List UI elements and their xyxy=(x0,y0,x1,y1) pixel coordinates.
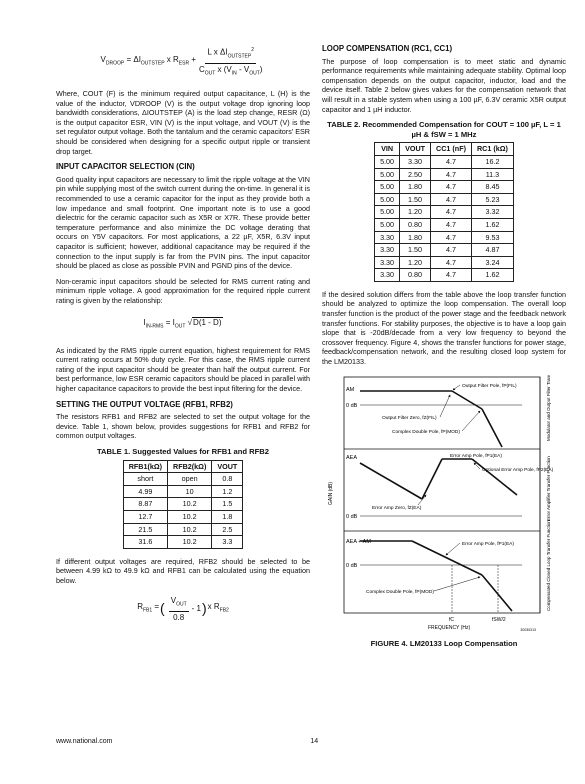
table2-header: VIN xyxy=(375,143,400,156)
table-cell: 4.7 xyxy=(431,256,472,269)
ea-slope1 xyxy=(360,463,422,499)
table-cell: 3.3 xyxy=(212,536,243,549)
transfer-function-paragraph: If the desired solution differs from the table above the loop transfer function should be analyzed to optimize the loop compensation. The overall loop transfer function is the product of the power stage and the feedback network transfer functions. For stability purposes, the objective is to have a loop gain slope that is -20dB/decade from a very low frequency to beyond the crossover frequency. Figure 4, shows the transfer functions for power stage, feedback/compensation network, and the resulting closed loop system for the LM20133. xyxy=(322,289,566,367)
frequency-axis-label: FREQUENCY (Hz) xyxy=(428,624,471,631)
table1 xyxy=(123,460,244,549)
mod-slope1 xyxy=(452,391,482,409)
droop-equation: $V_{DROOP} = \Delta I_{OUTSTEP}$ x $R_{ESR}$ + $\frac{L x \Delta I_{OUTSTEP}^2}{C_{OUT} x (V_{IN} - V_{OUT})}$ xyxy=(100,47,263,77)
mod-slope2 xyxy=(482,409,502,447)
table-cell: 0.80 xyxy=(400,269,431,282)
table-row xyxy=(375,168,514,181)
part-number-sidebar xyxy=(8,20,26,140)
optional-error-amp-pole: Optional Error Amp Pole, fP2(EA) xyxy=(482,467,554,473)
table-cell: 3.30 xyxy=(375,244,400,257)
table-row xyxy=(375,155,514,168)
table-cell: 4.99 xyxy=(123,485,167,498)
output-voltage-heading: SETTING THE OUTPUT VOLTAGE (RFB1, RFB2) xyxy=(56,399,233,409)
table-cell: 1.50 xyxy=(400,193,431,206)
table-cell: 16.2 xyxy=(471,155,513,168)
droop-description: Where, COUT (F) is the minimum required output capacitance, L (H) is the value of the inductor, VDROOP (V) is the output voltage drop ignoring loop bandwidth considerations, ΔIOUTSTEP (A) is the load step change, RESR (Ω) is the output capacitor ESR, VIN (V) is the input voltage, and VOUT (V) is the set regulator output voltage. Both the tantalum and the ceramic capacitors' ESR should be considered when designing for a specific output ripple or transient drop target. xyxy=(56,89,310,156)
footer xyxy=(56,738,566,745)
table-cell: 4.7 xyxy=(431,231,472,244)
table-cell: 3.24 xyxy=(471,256,513,269)
table-cell: 4.7 xyxy=(431,206,472,219)
table-row xyxy=(123,485,243,498)
zero-db-label-1: 0 dB xyxy=(346,402,358,409)
table-cell: 4.7 xyxy=(431,181,472,194)
table-cell: 11.3 xyxy=(471,168,513,181)
table-cell: 4.7 xyxy=(431,244,472,257)
error-amp-pole: Error Amp Pole, fP1(EA) xyxy=(462,541,514,547)
output-filter-pole: Output Filter Pole, fP(FIL) xyxy=(462,383,517,389)
ea-rise xyxy=(422,459,442,499)
page-number: 14 xyxy=(310,738,319,745)
table-row xyxy=(375,256,514,269)
table-row xyxy=(123,511,243,524)
table-cell: 10.2 xyxy=(168,511,212,524)
complex-double-pole-2: Complex Double Pole, fP(MOD) xyxy=(366,589,434,595)
table-row xyxy=(375,206,514,219)
table-row xyxy=(375,244,514,257)
complex-double-pole: Complex Double Pole, fP(MOD) xyxy=(392,429,460,435)
fsw2-label: fSW/2 xyxy=(492,616,506,623)
table-cell: 8.45 xyxy=(471,181,513,194)
table-cell: short xyxy=(123,473,167,486)
table-row xyxy=(123,536,243,549)
figure-ref: 30030313 xyxy=(520,627,536,632)
table-cell: 3.30 xyxy=(375,269,400,282)
table-cell: 10 xyxy=(168,485,212,498)
rfb-equation: $R_{FB1}$ = ( $\frac{V_{OUT}}{0.8}$ - 1 ) x $R_{FB2}$ xyxy=(137,595,229,622)
table-cell: 1.80 xyxy=(400,231,431,244)
table-cell: 1.20 xyxy=(400,206,431,219)
table1-caption: TABLE 1. Suggested Values for RFB1 and RFB2 xyxy=(96,447,269,457)
output-filter-zero: Output Filter Zero, fZ(FIL) xyxy=(382,415,437,421)
fc-label: fC xyxy=(449,616,454,623)
table-cell: 1.5 xyxy=(212,498,243,511)
table-cell: 3.32 xyxy=(471,206,513,219)
output-voltage-paragraph: The resistors RFB1 and RFB2 are selected to set the output voltage for the device. Table 1, shown below, provides suggestions for RFB1 and RFB2 for common output voltages. xyxy=(56,412,310,441)
input-capacitor-heading: INPUT CAPACITOR SELECTION (CIN) xyxy=(56,162,195,172)
table-cell: 1.50 xyxy=(400,244,431,257)
footer-url[interactable]: www.national.com xyxy=(56,738,113,745)
loop-compensation-paragraph: The purpose of loop compensation is to meet static and dynamic performance requirements while maintaining adequate stability. Optimal loop compensation depends on the output capacitor, inductor, load and the device itself. Table 2 below gives values for the compensation network that will result in a stable system when using a 100 µF, 6.3V ceramic X5R output capacitor and 1 µH inductor. xyxy=(322,56,566,114)
gain-axis-label: GAIN (dB) xyxy=(328,481,334,505)
table-cell: 1.2 xyxy=(212,485,243,498)
table-row xyxy=(375,218,514,231)
table-cell: 21.5 xyxy=(123,523,167,536)
table-cell: 1.80 xyxy=(400,181,431,194)
am-label: AM xyxy=(346,386,355,393)
table-row xyxy=(123,523,243,536)
table2-caption: TABLE 2. Recommended Compensation for COUT = 100 µF, L = 1 µH & fSW = 1 MHz xyxy=(327,120,561,139)
table-cell: 31.6 xyxy=(123,536,167,549)
table2-header: CC1 (nF) xyxy=(431,143,472,156)
right-column xyxy=(322,40,566,649)
bode-diagram xyxy=(322,375,566,633)
table-cell: 4.7 xyxy=(431,269,472,282)
error-amp-zero: Error Amp Zero, fZ(EA) xyxy=(372,505,422,511)
table-cell: 1.20 xyxy=(400,256,431,269)
zero-db-label-2: 0 dB xyxy=(346,513,358,520)
rms-equation: $I_{IN-RMS} = I_{OUT}$ √D(1 - D) xyxy=(143,317,222,330)
table-cell: 12.7 xyxy=(123,511,167,524)
table-cell: 5.00 xyxy=(375,155,400,168)
table2-header: RC1 (kΩ) xyxy=(471,143,513,156)
table-cell: 1.62 xyxy=(471,218,513,231)
table-cell: 4.7 xyxy=(431,155,472,168)
table-cell: 5.23 xyxy=(471,193,513,206)
table-cell: 4.87 xyxy=(471,244,513,257)
table-cell: 5.00 xyxy=(375,218,400,231)
table-row xyxy=(123,473,243,486)
table-cell: 10.2 xyxy=(168,536,212,549)
table1-header: VOUT xyxy=(212,460,243,473)
aea-am-label: AEA + AM xyxy=(346,538,371,545)
table-cell: 4.7 xyxy=(431,193,472,206)
table-cell: open xyxy=(168,473,212,486)
table-cell: 1.62 xyxy=(471,269,513,282)
table-cell: 1.8 xyxy=(212,511,243,524)
table-cell: 9.53 xyxy=(471,231,513,244)
loop-compensation-figure xyxy=(322,374,566,649)
table-cell: 0.80 xyxy=(400,218,431,231)
aea-label: AEA xyxy=(346,454,358,461)
input-capacitor-paragraph-2: Non-ceramic input capacitors should be selected for RMS current rating and minimum ripple voltage. A good approximation for the required ripple current rating is given by the relationship: xyxy=(56,276,310,305)
cl-slope2 xyxy=(482,575,512,611)
table-row xyxy=(375,193,514,206)
side-closed-loop-label: Compensated Closed Loop Transfer Function xyxy=(546,519,551,611)
input-capacitor-paragraph-1: Good quality input capacitors are necessary to limit the ripple voltage at the VIN pin while supplying most of the switch current during the on-time. In general it is recommended to use a ceramic capacitor for the input as they provide both a low impedance and small footprint. One important note is to use a good dielectric for the ceramic capacitor such as X5R or X7R. These provide better temperature performance and also minimize the DC voltage derating that occurs on Y5V capacitors. For most applications, a 22 µF, X5R, 6.3V input capacitor is sufficient; however, additional capacitance may be required if the connection to the input supply is far from the PVIN pins. The input capacitor should be placed as close as possible PVIN and PGND pins of the device. xyxy=(56,174,310,271)
zero-db-label-3: 0 dB xyxy=(346,562,358,569)
table-cell: 3.30 xyxy=(400,155,431,168)
error-amp-pole1: Error Amp Pole, fP1(EA) xyxy=(450,453,502,459)
table-cell: 5.00 xyxy=(375,206,400,219)
left-column xyxy=(56,40,310,632)
table2 xyxy=(374,142,514,282)
rfb-paragraph: If different output voltages are required, RFB2 should be selected to be between 4.99 kΩ to 49.9 kΩ and RFB1 can be calculated using the equation below. xyxy=(56,556,310,585)
table-cell: 5.00 xyxy=(375,193,400,206)
side-error-amp-label: Error Amplifier Transfer Function xyxy=(546,455,551,521)
table1-header: RFB1(kΩ) xyxy=(123,460,167,473)
table-cell: 10.2 xyxy=(168,523,212,536)
table-cell: 8.87 xyxy=(123,498,167,511)
table-row xyxy=(375,269,514,282)
figure-caption: FIGURE 4. LM20133 Loop Compensation xyxy=(370,639,518,649)
table1-header: RFB2(kΩ) xyxy=(168,460,212,473)
side-modulator-label: Modulator and Output Filter Transfer Function xyxy=(546,374,551,441)
table-cell: 0.8 xyxy=(212,473,243,486)
table-cell: 5.00 xyxy=(375,168,400,181)
rms-paragraph: As indicated by the RMS ripple current equation, highest requirement for RMS current rating occurs at 50% duty cycle. For this case, the RMS ripple current rating of the input capacitor should be greater than half the output current. For best performance, low ESR ceramic capacitors should be placed in parallel with higher capacitance capacitors to provide the best input filtering for the device. xyxy=(56,345,310,394)
table-cell: 5.00 xyxy=(375,181,400,194)
loop-compensation-heading: LOOP COMPENSATION (RC1, CC1) xyxy=(322,44,453,53)
table2-header: VOUT xyxy=(400,143,431,156)
table-cell: 2.5 xyxy=(212,523,243,536)
ea-slope2 xyxy=(472,459,517,495)
table-cell: 3.30 xyxy=(375,256,400,269)
table-cell: 2.50 xyxy=(400,168,431,181)
table-cell: 4.7 xyxy=(431,218,472,231)
table-cell: 10.2 xyxy=(168,498,212,511)
table-row xyxy=(375,181,514,194)
table-row xyxy=(375,231,514,244)
table-cell: 4.7 xyxy=(431,168,472,181)
table-row xyxy=(123,498,243,511)
table-cell: 3.30 xyxy=(375,231,400,244)
